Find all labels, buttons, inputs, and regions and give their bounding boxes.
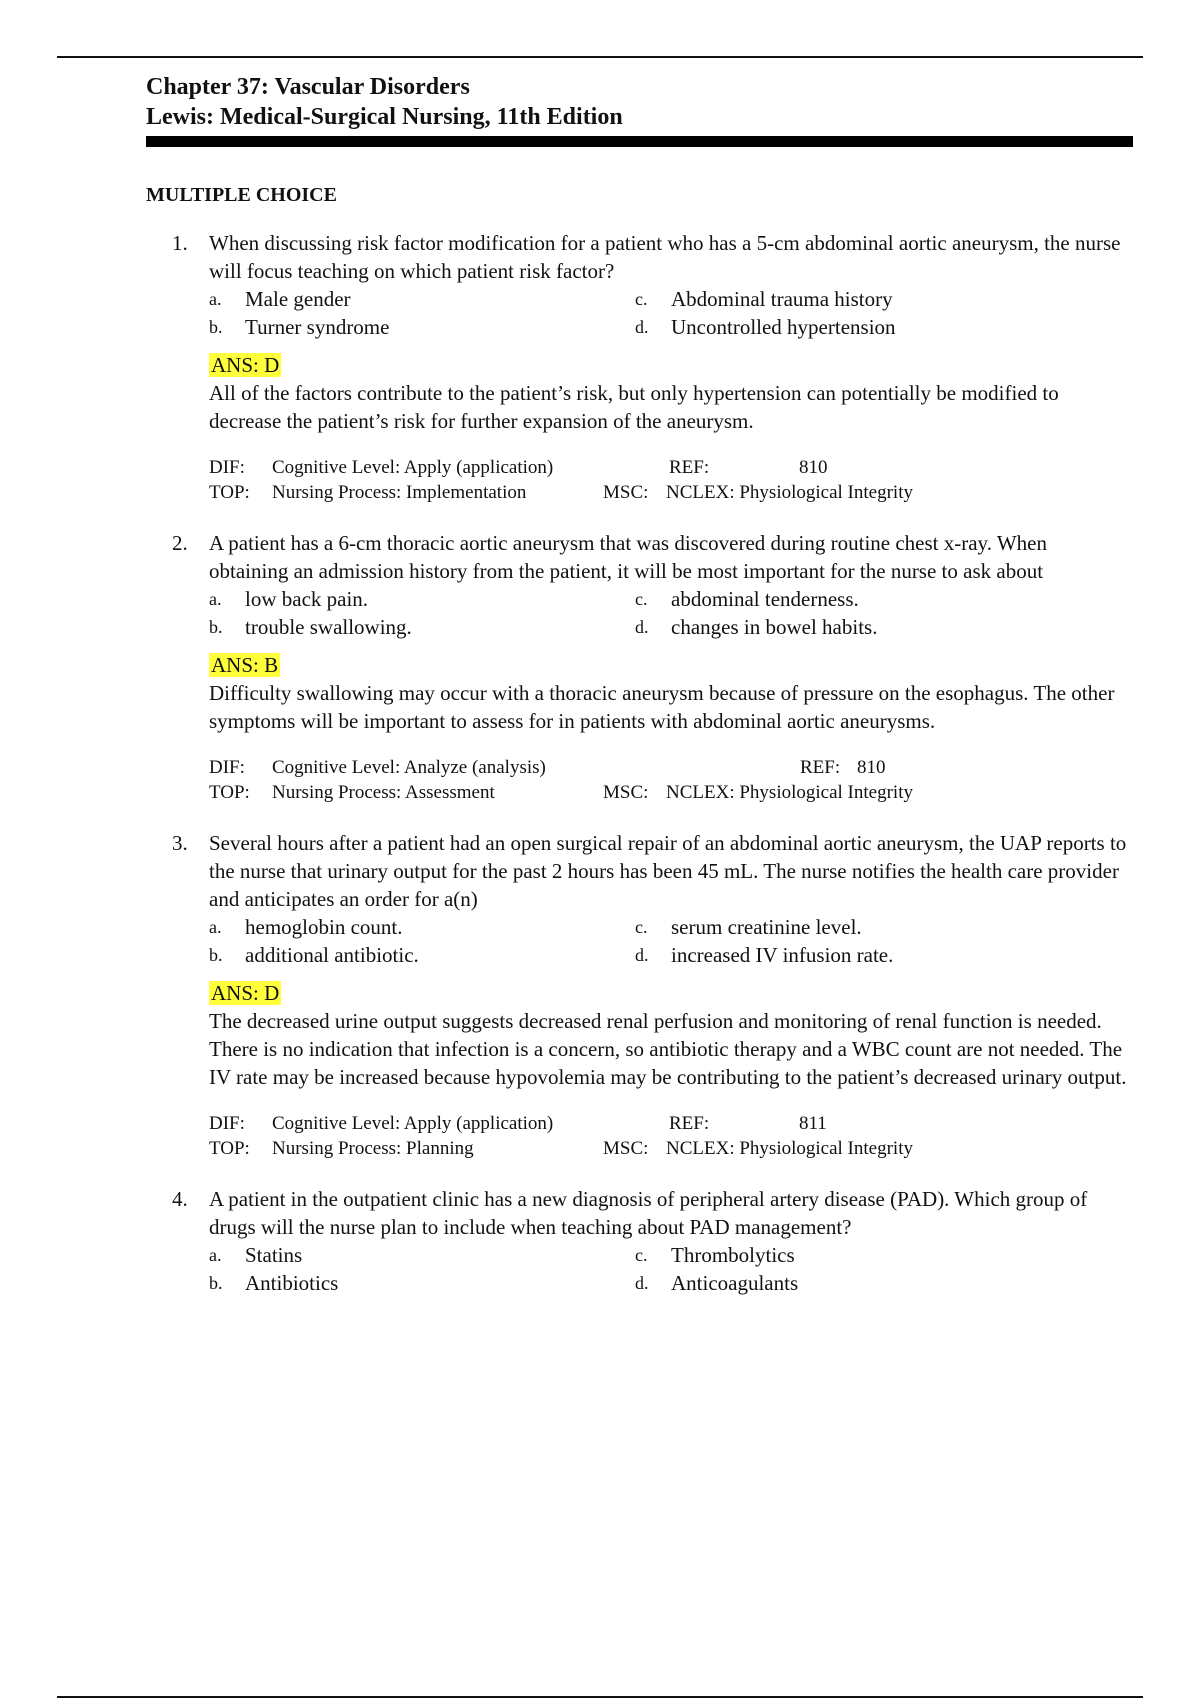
dif-label: DIF:: [209, 1113, 245, 1134]
question-number: 4.: [172, 1187, 188, 1211]
section-heading: MULTIPLE CHOICE: [146, 184, 337, 206]
answer-options: [209, 285, 1131, 341]
bottom-rule: [57, 1696, 1143, 1698]
answer-block: [209, 651, 1131, 735]
dif-value: Cognitive Level: Apply (application): [272, 457, 554, 478]
answer-block: [209, 351, 1131, 435]
dif-value: Cognitive Level: Apply (application): [272, 1113, 554, 1134]
question-metadata: [209, 755, 1131, 805]
option-d: d. Uncontrolled hypertension: [635, 315, 896, 339]
dif-label: DIF:: [209, 757, 245, 778]
option-b: b. trouble swallowing.: [209, 615, 412, 639]
option-b: b. Turner syndrome: [209, 315, 390, 339]
msc-label: MSC:: [603, 782, 649, 803]
msc-label: MSC:: [603, 1138, 649, 1159]
ref-label: REF:: [669, 457, 710, 478]
option-b: b. Antibiotics: [209, 1271, 339, 1295]
msc-value: NCLEX: Physiological Integrity: [666, 1138, 913, 1159]
rationale: Difficulty swallowing may occur with a thoracic aneurysm because of pressure on the esophagus. The other symptoms will be important to assess for in patients with abdominal aortic aneurysms.: [209, 681, 1115, 733]
msc-label: MSC:: [603, 482, 649, 503]
answer-block: [209, 979, 1131, 1091]
question-number: 2.: [172, 531, 188, 555]
ref-value: 810: [857, 757, 886, 778]
document-page: [146, 72, 1131, 1297]
rationale: All of the factors contribute to the patient’s risk, but only hypertension can potentially be modified to decrease the patient’s risk for further expansion of the aneurysm.: [209, 381, 1059, 433]
ref-value: 811: [799, 1113, 827, 1134]
question-3: [146, 829, 1131, 1161]
answer-key: ANS: D: [211, 353, 280, 377]
option-a: a. low back pain.: [209, 587, 369, 611]
ref-value: 810: [799, 457, 828, 478]
question-2: [146, 529, 1131, 805]
option-c: c. abdominal tenderness.: [635, 587, 859, 611]
answer-options: [209, 913, 1131, 969]
dif-label: DIF:: [209, 457, 245, 478]
option-c: c. serum creatinine level.: [635, 915, 862, 939]
answer-key: ANS: B: [211, 653, 279, 677]
title-divider: [146, 136, 1133, 147]
option-d: d. changes in bowel habits.: [635, 615, 878, 639]
top-rule: [57, 56, 1143, 58]
option-a: a. hemoglobin count.: [209, 915, 403, 939]
question-number: 1.: [172, 231, 188, 255]
chapter-title: Chapter 37: Vascular Disorders: [146, 74, 470, 100]
option-a: a. Male gender: [209, 287, 351, 311]
option-b: b. additional antibiotic.: [209, 943, 419, 967]
top-value: Nursing Process: Assessment: [272, 782, 495, 803]
option-a: a. Statins: [209, 1243, 303, 1267]
question-text: A patient in the outpatient clinic has a new diagnosis of peripheral artery disease (PAD). Which group of drugs will the nurse plan to include when teaching about PAD management?: [209, 1187, 1088, 1239]
answer-options: [209, 1241, 1131, 1297]
top-label: TOP:: [209, 782, 250, 803]
top-value: Nursing Process: Implementation: [272, 482, 527, 503]
ref-label: REF:: [800, 757, 841, 778]
question-text: A patient has a 6-cm thoracic aortic aneurysm that was discovered during routine chest x-ray. When obtaining an admission history from the patient, it will be most important for the nurse to ask about: [209, 531, 1047, 583]
answer-options: [209, 585, 1131, 641]
question-number: 3.: [172, 831, 188, 855]
top-value: Nursing Process: Planning: [272, 1138, 474, 1159]
question-text: Several hours after a patient had an open surgical repair of an abdominal aortic aneurysm, the UAP reports to the nurse that urinary output for the past 2 hours has been 45 mL. The nurse notifies the health care provider and anticipates an order for a(n): [209, 831, 1127, 911]
top-label: TOP:: [209, 482, 250, 503]
ref-label: REF:: [669, 1113, 710, 1134]
option-c: c. Thrombolytics: [635, 1243, 795, 1267]
question-metadata: [209, 455, 1131, 505]
rationale: The decreased urine output suggests decreased renal perfusion and monitoring of renal function is needed. There is no indication that infection is a concern, so antibiotic therapy and a WBC count are not needed. The IV rate may be increased because hypovolemia may be contributing to the patient’s decreased urinary output.: [209, 1009, 1127, 1089]
msc-value: NCLEX: Physiological Integrity: [666, 782, 913, 803]
dif-value: Cognitive Level: Analyze (analysis): [272, 757, 546, 778]
question-1: [146, 229, 1131, 505]
question-4: [146, 1185, 1131, 1297]
top-label: TOP:: [209, 1138, 250, 1159]
option-c: c. Abdominal trauma history: [635, 287, 893, 311]
question-text: When discussing risk factor modification for a patient who has a 5-cm abdominal aortic aneurysm, the nurse will focus teaching on which patient risk factor?: [209, 231, 1121, 283]
question-metadata: [209, 1111, 1131, 1161]
book-title: Lewis: Medical-Surgical Nursing, 11th Edition: [146, 104, 623, 130]
answer-key: ANS: D: [211, 981, 280, 1005]
option-d: d. increased IV infusion rate.: [635, 943, 894, 967]
msc-value: NCLEX: Physiological Integrity: [666, 482, 913, 503]
option-d: d. Anticoagulants: [635, 1271, 799, 1295]
